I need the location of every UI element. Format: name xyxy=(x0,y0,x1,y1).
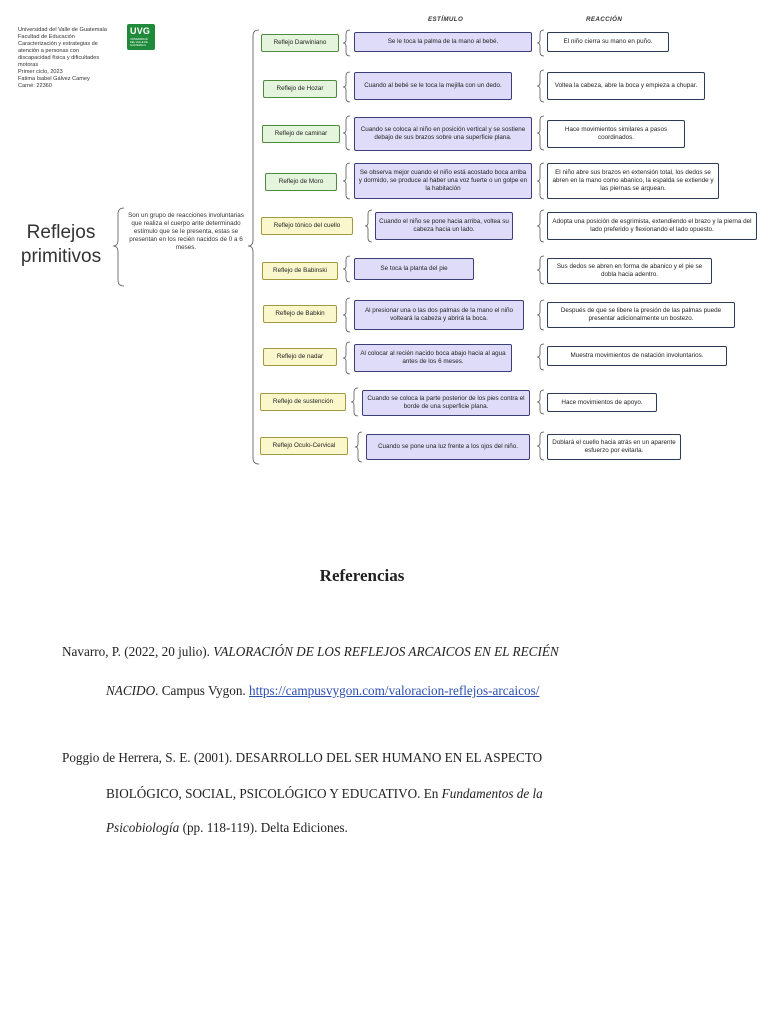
stimulus-brace xyxy=(343,163,350,199)
ref1-title-end: NACIDO xyxy=(106,683,156,698)
reaction-box: Muestra movimientos de natación involuntarios. xyxy=(547,346,727,366)
stimulus-column-header: ESTÍMULO xyxy=(428,16,464,23)
reaction-brace xyxy=(537,256,544,284)
stimulus-box: Cuando al bebé se le toca la mejilla con un dedo. xyxy=(354,72,512,100)
ref2-book-title-end: Psicobiología xyxy=(106,820,180,835)
reflex-name: Reflejo de sustención xyxy=(260,393,346,411)
header-line: Universidad del Valle de Guatemala xyxy=(18,27,107,33)
header-line: Caracterización y estrategias de xyxy=(18,41,98,47)
reaction-brace xyxy=(537,30,544,56)
header-line: discapacidad física y dificultades xyxy=(18,55,100,61)
reflex-name: Reflejo Darwiniano xyxy=(261,34,339,52)
header-line: motoras xyxy=(18,62,39,68)
ref1-link[interactable]: https://campusvygon.com/valoracion-reflejos-arcaicos/ xyxy=(249,683,540,698)
stimulus-brace xyxy=(343,116,350,150)
logo-text: UVG xyxy=(130,26,151,36)
header-line: Facultad de Educación xyxy=(18,34,75,40)
reflex-name: Reflejo de Hozar xyxy=(263,80,337,98)
ref1-title: VALORACIÓN DE LOS REFLEJOS ARCAICOS EN EL RECIÉN xyxy=(213,644,559,659)
ref1-author: Navarro, P. (2022, 20 julio). xyxy=(62,644,214,659)
header-line: Primer ciclo, 2023 xyxy=(18,69,63,75)
reference-2-line-2 xyxy=(106,786,543,802)
title-line-2: primitivos xyxy=(20,246,102,267)
reference-1-line-2 xyxy=(106,683,539,699)
ref2-subtitle: BIOLÓGICO, SOCIAL, PSICOLÓGICO Y EDUCATIVO. En xyxy=(106,786,442,801)
reaction-brace xyxy=(537,432,544,460)
reaction-brace xyxy=(537,116,544,150)
reflex-name: Reflejo de caminar xyxy=(262,125,340,143)
reflex-name: Reflejo Oculo-Cervical xyxy=(260,437,348,455)
reflex-name: Reflejo tónico del cuello xyxy=(261,217,353,235)
stimulus-box: Cuando el niño se pone hacia arriba, voltea su cabeza hacia un lado. xyxy=(375,212,513,240)
stimulus-box: Se toca la planta del pie xyxy=(354,258,474,280)
header-line: atención a personas con xyxy=(18,48,79,54)
reflex-name: Reflejo de Moro xyxy=(265,173,337,191)
reaction-brace xyxy=(537,163,544,199)
title-line-1: Reflejos xyxy=(26,222,96,243)
logo-subtext: UNIVERSIDAD DEL VALLE DE GUATEMALA xyxy=(130,38,148,47)
reflex-name: Reflejo de nadar xyxy=(263,348,337,366)
stimulus-brace xyxy=(365,210,372,242)
references-heading: Referencias xyxy=(319,566,405,585)
definition-brace xyxy=(113,208,124,286)
reflex-name: Reflejo de Babkin xyxy=(263,305,337,323)
reaction-box: Voltea la cabeza, abre la boca y empieza a chupar. xyxy=(547,72,705,100)
reaction-box: El niño cierra su mano en puño. xyxy=(547,32,669,52)
stimulus-brace xyxy=(343,72,350,102)
stimulus-box: Se le toca la palma de la mano al bebé. xyxy=(354,32,532,52)
reaction-brace xyxy=(537,70,544,102)
reaction-box: Doblará el cuello hacia atrás en un aparente esfuerzo por evitarla. xyxy=(547,434,681,460)
reference-1-line-1 xyxy=(62,644,559,660)
stimulus-box: Al presionar una o las dos palmas de la mano el niño volteará la cabeza y abrirá la boca. xyxy=(354,300,524,330)
stimulus-box: Cuando se coloca al niño en posición vertical y se sostiene debajo de sus brazos sobre una superficie plana. xyxy=(354,117,532,151)
reflex-name: Reflejo de Babinski xyxy=(262,262,338,280)
stimulus-box: Se observa mejor cuando el niño está acostado boca arriba y dormido, se produce al haber una voz fuerte o un golpe en la habitación xyxy=(354,163,532,199)
stimulus-brace xyxy=(343,298,350,332)
stimulus-brace xyxy=(351,388,358,416)
stimulus-brace xyxy=(343,256,350,282)
reaction-box: Adopta una posición de esgrimista, extendiendo el brazo y la pierna del lado preferido y flexionando el lado opuesto. xyxy=(547,212,757,240)
stimulus-box: Al colocar al recién nacido boca abajo hacia al agua antes de los 6 meses. xyxy=(354,344,512,372)
stimulus-brace xyxy=(355,432,362,462)
reaction-box: Sus dedos se abren en forma de abanico y el pie se dobla hacia adentro. xyxy=(547,258,712,284)
ref1-publisher: . Campus Vygon. xyxy=(155,683,250,698)
reaction-box: Hace movimientos similares a pasos coordinados. xyxy=(547,120,685,148)
ref2-pages: (pp. 118-119). Delta Ediciones. xyxy=(179,820,348,835)
reaction-brace xyxy=(537,210,544,242)
reaction-brace xyxy=(537,390,544,414)
reaction-brace xyxy=(537,344,544,370)
reflex-list-brace xyxy=(248,30,259,464)
stimulus-box: Cuando se coloca la parte posterior de los pies contra el borde de una superficie plana. xyxy=(362,390,530,416)
definition-text: Son un grupo de reacciones involuntarias que realiza el cuerpo ante determinado estímulo que se le presenta, estas se presentan en los recién nacidos de 0 a 6 meses. xyxy=(128,212,244,251)
stimulus-brace xyxy=(343,342,350,374)
reaction-box: Hace movimientos de apoyo. xyxy=(547,393,657,412)
reaction-brace xyxy=(537,300,544,330)
header-line: Carné: 22360 xyxy=(18,83,52,89)
reaction-box: Después de que se libere la presión de las palmas puede presentar adicionalmente un bostezo. xyxy=(547,302,735,328)
stimulus-box: Cuando se pone una luz frente a los ojos del niño. xyxy=(366,434,530,460)
stimulus-brace xyxy=(343,30,350,56)
header-line: Fatima Isabel Gálvez Camey xyxy=(18,76,90,82)
reference-2-line-1: Poggio de Herrera, S. E. (2001). DESARROLLO DEL SER HUMANO EN EL ASPECTO xyxy=(62,750,543,765)
reaction-box: El niño abre sus brazos en extensión total, los dedos se abren en la mano como abanico, la espalda se extiende y las piernas se arquean. xyxy=(547,163,719,199)
reaction-column-header: REACCIÓN xyxy=(586,16,623,23)
ref2-book-title: Fundamentos de la xyxy=(441,786,543,801)
reference-2-line-3 xyxy=(106,820,348,836)
